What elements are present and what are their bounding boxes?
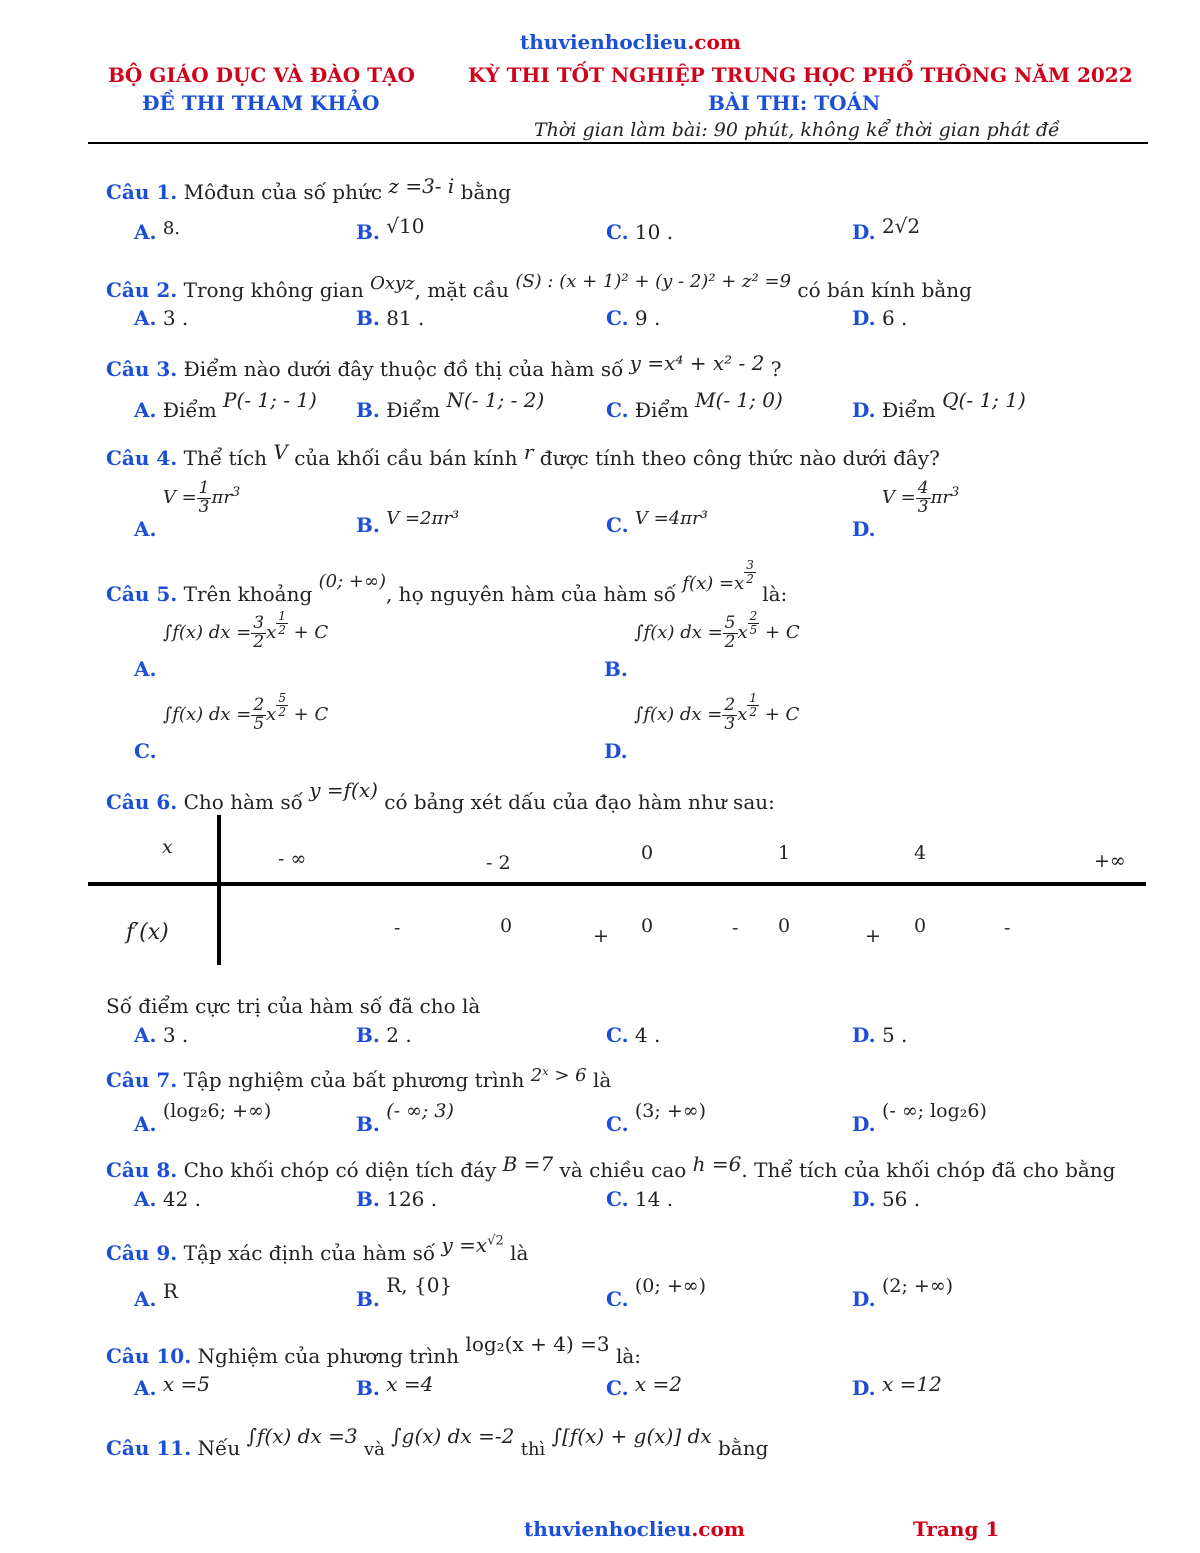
sign-table-horizontal-line bbox=[88, 882, 1146, 886]
sign-cell-5: - bbox=[732, 917, 739, 939]
q6-option-c[interactable]: C. 4 . bbox=[606, 1023, 661, 1047]
exp-1-2b: $\frac{1}{2}$ bbox=[749, 691, 758, 719]
sign-cell-7: + bbox=[865, 925, 881, 947]
q2-option-d[interactable]: D. 6 . bbox=[852, 306, 908, 330]
q6-option-a[interactable]: A. 3 . bbox=[134, 1023, 189, 1047]
q9-option-d[interactable]: D. (2; +∞) bbox=[852, 1275, 954, 1311]
q2-option-a[interactable]: A. 3 . bbox=[134, 306, 189, 330]
site-watermark-top: thuvienhoclieu.com bbox=[520, 30, 741, 54]
sign-table-x-neg-inf: - ∞ bbox=[278, 848, 307, 870]
question-6-prompt: Số điểm cực trị của hàm số đã cho là bbox=[106, 994, 481, 1018]
q6-option-d[interactable]: D. 5 . bbox=[852, 1023, 908, 1047]
sign-table-x-pos-inf: +∞ bbox=[1094, 850, 1126, 872]
q10-option-b[interactable]: B. x =4 bbox=[356, 1372, 434, 1400]
q1-option-b[interactable]: B. √10 bbox=[356, 214, 425, 244]
ministry-title: BỘ GIÁO DỤC VÀ ĐÀO TẠO bbox=[108, 63, 415, 87]
question-11: Câu 11. Nếu ∫f(x) dx =3 và ∫g(x) dx =-2 thì ∫[f(x) + g(x)] dx bằng bbox=[106, 1424, 769, 1460]
q7-option-c[interactable]: C. (3; +∞) bbox=[606, 1100, 706, 1136]
q5-option-a[interactable]: A. ∫f(x) dx = $\frac{3}{2}$ x $\frac{1}{2}$ + C bbox=[134, 609, 329, 682]
q8-option-b[interactable]: B. 126 . bbox=[356, 1187, 438, 1211]
q5-option-d[interactable]: D. ∫f(x) dx = $\frac{2}{3}$ x $\frac{1}{2}$ + C bbox=[604, 691, 800, 764]
q3-option-c[interactable]: C. Điểm M(- 1; 0) bbox=[606, 388, 783, 422]
question-8: Câu 8. Cho khối chóp có diện tích đáy B =7 và chiều cao h =6. Thể tích của khối chóp đã cho bằng bbox=[106, 1152, 1116, 1182]
sign-cell-4: 0 bbox=[641, 915, 654, 937]
q8-option-c[interactable]: C. 14 . bbox=[606, 1187, 674, 1211]
question-1: Câu 1. Môđun của số phức z =3- i bằng bbox=[106, 174, 512, 204]
q9-option-a[interactable]: A. R bbox=[134, 1279, 178, 1311]
question-3: Câu 3. Điểm nào dưới đây thuộc đồ thị của hàm số y =x⁴ + x² - 2 ? bbox=[106, 351, 782, 381]
sign-table-x-1: 1 bbox=[778, 842, 791, 864]
coef-5-2: $\frac{5}{2}$ bbox=[724, 613, 736, 652]
q1-option-d[interactable]: D. 2√2 bbox=[852, 214, 921, 244]
sign-cell-9: - bbox=[1004, 917, 1011, 939]
question-6: Câu 6. Cho hàm số y =f(x) có bảng xét dấu của đạo hàm như sau: bbox=[106, 778, 775, 814]
sign-table-x-neg2: - 2 bbox=[486, 852, 511, 874]
q4-option-d[interactable]: D. V = $\frac{4}{3}$ $\pi r^3$ bbox=[852, 478, 960, 542]
q4-option-a[interactable]: A. V = $\frac{1}{3}$ $\pi r^3$ bbox=[134, 478, 241, 542]
site-watermark-bottom: thuvienhoclieu.com bbox=[524, 1517, 745, 1541]
exponent-sqrt2: √2 bbox=[487, 1233, 504, 1249]
q6-option-b[interactable]: B. 2 . bbox=[356, 1023, 412, 1047]
exam-subject: BÀI THI: TOÁN bbox=[708, 91, 881, 115]
q5-option-b[interactable]: B. ∫f(x) dx = $\frac{5}{2}$ x $\frac{2}{5}$ + C bbox=[604, 609, 800, 682]
coef-2-5: $\frac{2}{5}$ bbox=[253, 695, 265, 734]
sign-table-x-0: 0 bbox=[641, 842, 654, 864]
q3-option-b[interactable]: B. Điểm N(- 1; - 2) bbox=[356, 388, 545, 422]
q1-option-c[interactable]: C. 10 . bbox=[606, 220, 674, 244]
q10-option-a[interactable]: A. x =5 bbox=[134, 1372, 210, 1400]
sign-cell-1: - bbox=[394, 917, 401, 939]
q10-option-d[interactable]: D. x =12 bbox=[852, 1372, 942, 1400]
coef-3-2: $\frac{3}{2}$ bbox=[253, 613, 265, 652]
q1-option-a[interactable]: A. 8. bbox=[134, 218, 181, 244]
exponent-three-halves: $\frac{3}{2}$ bbox=[746, 557, 754, 586]
coef-2-3: $\frac{2}{3}$ bbox=[724, 695, 736, 734]
q4-option-c[interactable]: C. V =4πr³ bbox=[606, 508, 708, 537]
exam-title: KỲ THI TỐT NGHIỆP TRUNG HỌC PHỔ THÔNG NĂM 2022 bbox=[468, 63, 1133, 87]
sign-table-x-4: 4 bbox=[914, 842, 927, 864]
question-7: Câu 7. Tập nghiệm của bất phương trình 2ˣ > 6 là bbox=[106, 1065, 612, 1092]
q7-option-d[interactable]: D. (- ∞; log₂6) bbox=[852, 1100, 987, 1136]
sign-cell-2: 0 bbox=[500, 915, 513, 937]
exp-2-5: $\frac{2}{5}$ bbox=[749, 609, 758, 637]
q5-option-c[interactable]: C. ∫f(x) dx = $\frac{2}{5}$ x $\frac{5}{2}$ + C bbox=[134, 691, 329, 764]
exp-1-2: $\frac{1}{2}$ bbox=[278, 609, 286, 637]
question-4: Câu 4. Thể tích V của khối cầu bán kính r được tính theo công thức nào dưới đây? bbox=[106, 440, 940, 470]
exp-5-2: $\frac{5}{2}$ bbox=[278, 691, 286, 719]
q7-option-a[interactable]: A. (log₂6; +∞) bbox=[134, 1100, 272, 1136]
q4-option-b[interactable]: B. V =2πr³ bbox=[356, 508, 460, 537]
sign-table-x-label: x bbox=[162, 836, 173, 858]
q3-option-a[interactable]: A. Điểm P(- 1; - 1) bbox=[134, 388, 317, 422]
question-5: Câu 5. Trên khoảng (0; +∞), họ nguyên hàm của hàm số f(x) =x $\frac{3}{2}$ là: bbox=[106, 557, 788, 606]
q8-option-a[interactable]: A. 42 . bbox=[134, 1187, 202, 1211]
page-number: Trang 1 bbox=[913, 1517, 1000, 1541]
q3-option-d[interactable]: D. Điểm Q(- 1; 1) bbox=[852, 388, 1026, 422]
exam-time: Thời gian làm bài: 90 phút, không kể thời gian phát đề bbox=[534, 119, 1060, 141]
sign-cell-8: 0 bbox=[914, 915, 927, 937]
q2-option-c[interactable]: C. 9 . bbox=[606, 306, 661, 330]
sign-cell-6: 0 bbox=[778, 915, 791, 937]
question-9: Câu 9. Tập xác định của hàm số $y =x^{√2}$ là bbox=[106, 1233, 529, 1265]
question-2: Câu 2. Trong không gian Oxyz, mặt cầu (S) : (x + 1)² + (y - 2)² + z² =9 có bán kính bằng bbox=[106, 271, 972, 302]
header-divider bbox=[88, 142, 1148, 144]
fraction-four-thirds: $\frac{4}{3}$ bbox=[917, 478, 929, 517]
sign-cell-3: + bbox=[593, 925, 609, 947]
q9-option-b[interactable]: B. R, {0} bbox=[356, 1273, 453, 1311]
fraction-one-third: $\frac{1}{3}$ bbox=[198, 478, 210, 517]
q10-option-c[interactable]: C. x =2 bbox=[606, 1372, 683, 1400]
q7-option-b[interactable]: B. (- ∞; 3) bbox=[356, 1100, 454, 1136]
question-10: Câu 10. Nghiệm của phương trình log₂(x + 4) =3 là: bbox=[106, 1332, 642, 1368]
sign-table-vertical-line bbox=[217, 815, 221, 965]
q9-option-c[interactable]: C. (0; +∞) bbox=[606, 1275, 706, 1311]
q8-option-d[interactable]: D. 56 . bbox=[852, 1187, 921, 1211]
exam-type: ĐỀ THI THAM KHẢO bbox=[142, 91, 380, 115]
q2-option-b[interactable]: B. 81 . bbox=[356, 306, 425, 330]
sign-table-fprime-label: f′(x) bbox=[126, 920, 169, 945]
